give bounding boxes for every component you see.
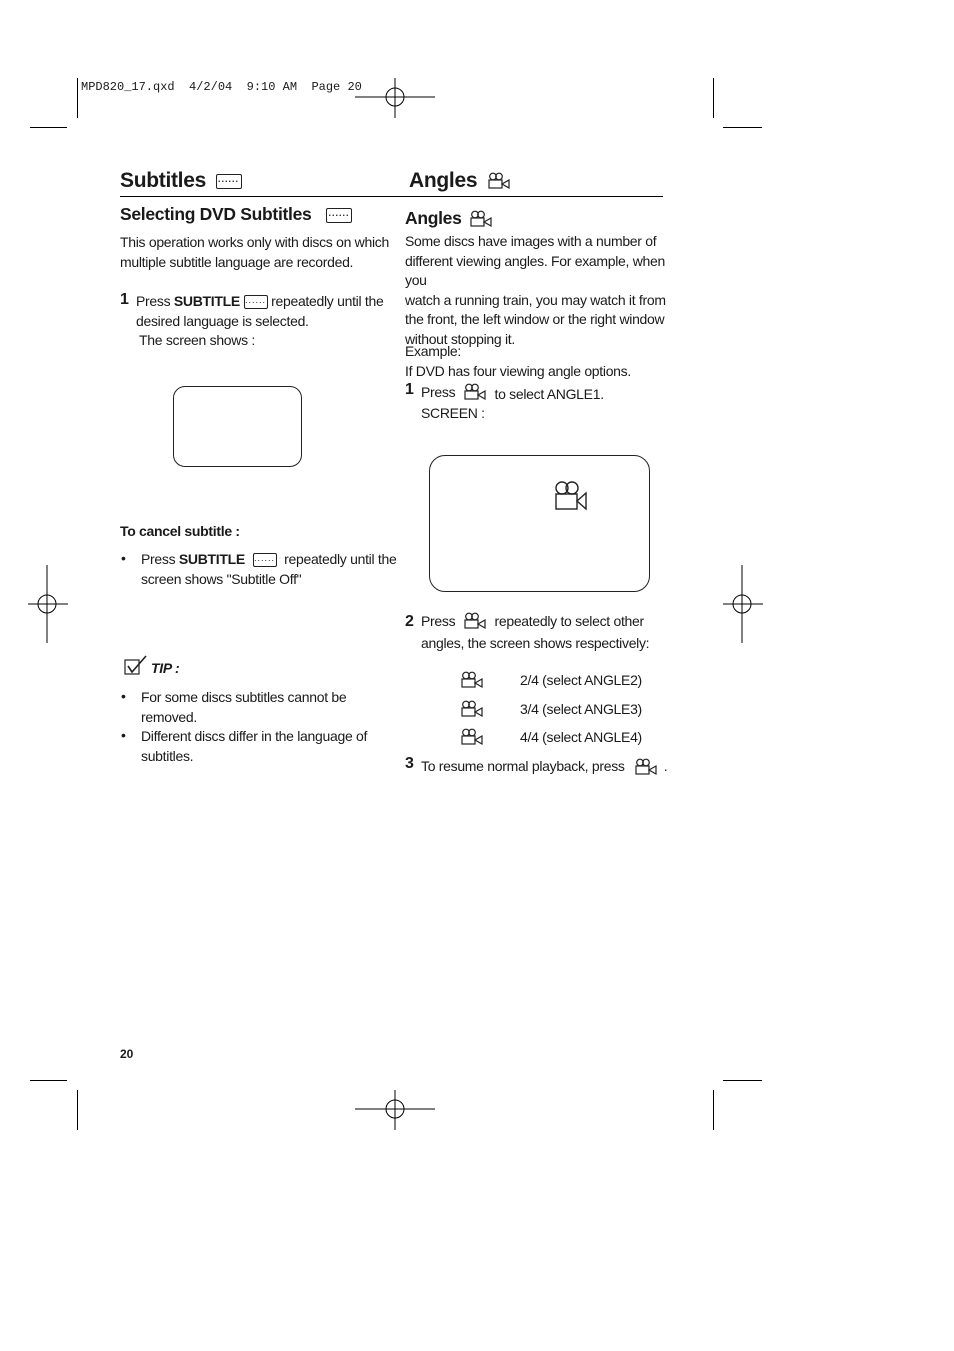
step-text: desired language is selected. (136, 312, 309, 329)
step-number: 2 (405, 613, 414, 630)
step-text: to select ANGLE1. (494, 386, 604, 402)
crop-mark (713, 1090, 714, 1130)
angle-screen-illustration (429, 455, 650, 592)
subtitles-intro (120, 233, 390, 272)
tip-item (141, 727, 391, 766)
camera-angle-icon (460, 700, 484, 718)
camera-angle-icon (460, 728, 484, 746)
tip-item (141, 688, 391, 727)
angle-list-text: 2/4 (select ANGLE2) (520, 672, 642, 688)
crop-mark (30, 127, 67, 128)
camera-angle-icon (463, 383, 487, 401)
tip-text: removed. (141, 708, 197, 725)
bullet: • (121, 688, 126, 704)
step-text: screen shows "Subtitle Off" (141, 570, 302, 587)
intro-line: Some discs have images with a number of (405, 233, 657, 249)
subtitles-heading (120, 169, 242, 193)
registration-target-icon (355, 1090, 435, 1130)
angle-list-item (460, 727, 680, 747)
subtitle-key-label: SUBTITLE (178, 551, 245, 567)
tip-label: TIP : (151, 660, 180, 676)
section-title: Angles (405, 208, 462, 228)
camera-angle-icon (487, 172, 511, 190)
subtitles-heading-text: Subtitles (120, 169, 206, 192)
intro-line: different viewing angles. For example, when you (405, 252, 665, 288)
step-text: angles, the screen shows respectively: (421, 634, 650, 651)
selecting-dvd-subtitles-heading (120, 204, 352, 225)
step-text: repeatedly until the (271, 293, 384, 309)
bullet: • (121, 550, 126, 566)
step-text: Press (421, 613, 456, 629)
page-number: 20 (120, 1047, 134, 1061)
example-label: Example: (405, 343, 461, 359)
checkmark-note-icon (123, 655, 149, 677)
heading-rule-right (388, 196, 663, 197)
crop-mark (713, 78, 714, 118)
tip-text: subtitles. (141, 747, 194, 764)
subtitle-box-icon: ...... (244, 295, 268, 309)
section-title: Selecting DVD Subtitles (120, 204, 312, 224)
angle-step-3 (421, 757, 681, 777)
step-number: 1 (120, 291, 129, 308)
step-text: Press (141, 551, 176, 567)
step-text: Press (421, 384, 456, 400)
intro-line: the front, the left window or the right window (405, 311, 665, 327)
step-text: SCREEN : (421, 404, 485, 421)
step-text: To resume normal playback, press (421, 758, 625, 774)
angles-heading (409, 169, 511, 193)
crop-mark (723, 1080, 762, 1081)
camera-angle-icon (469, 210, 493, 228)
camera-angle-icon (634, 758, 658, 776)
registration-target-icon (28, 565, 68, 643)
step-number: 1 (405, 381, 414, 398)
crop-mark (77, 78, 78, 118)
crop-mark (30, 1080, 67, 1081)
subtitle-key-label: SUBTITLE (173, 293, 240, 309)
subtitle-box-icon: ...... (216, 174, 242, 189)
camera-angle-icon (460, 671, 484, 689)
angles-subheading (405, 208, 493, 229)
step-number: 3 (405, 755, 414, 772)
heading-rule-left (120, 196, 388, 197)
tip-text: Different discs differ in the language of (141, 728, 368, 744)
subtitle-box-icon: ...... (326, 208, 352, 223)
angle-list-text: 4/4 (select ANGLE4) (520, 729, 642, 745)
step-text: The screen shows : (139, 332, 255, 348)
angle-step-2 (421, 612, 681, 653)
step-text: repeatedly to select other (494, 613, 644, 629)
crop-mark (723, 127, 762, 128)
angles-intro (405, 232, 680, 349)
camera-angle-icon (553, 480, 589, 512)
cancel-subtitle-instruction (141, 550, 401, 589)
intro-line: multiple subtitle language are recorded. (120, 253, 354, 270)
angle-list-item (460, 670, 680, 690)
angles-example (405, 342, 680, 381)
example-text: If DVD has four viewing angle options. (405, 362, 631, 379)
registration-target-icon (355, 78, 435, 118)
intro-line: This operation works only with discs on which (120, 234, 389, 250)
angle-list-text: 3/4 (select ANGLE3) (520, 701, 642, 717)
registration-target-icon (723, 565, 763, 643)
step-text: . (663, 758, 668, 774)
angles-heading-text: Angles (409, 169, 478, 192)
cancel-subtitle-heading: To cancel subtitle : (120, 523, 240, 539)
camera-angle-icon (463, 612, 487, 630)
subtitle-step-1 (136, 292, 396, 351)
crop-mark (77, 1090, 78, 1130)
intro-line: without stopping it. (405, 330, 515, 347)
step-text: Press (136, 293, 171, 309)
step-text: repeatedly until the (284, 551, 397, 567)
angle-step-1 (421, 383, 681, 423)
print-slug-line: MPD820_17.qxd 4/2/04 9:10 AM Page 20 (81, 80, 362, 94)
angle-list-item (460, 699, 680, 719)
intro-line: watch a running train, you may watch it from (405, 291, 666, 308)
subtitle-screen-illustration (173, 386, 302, 467)
bullet: • (121, 727, 126, 743)
tip-text: For some discs subtitles cannot be (141, 689, 347, 705)
subtitle-box-icon: ...... (253, 553, 277, 567)
